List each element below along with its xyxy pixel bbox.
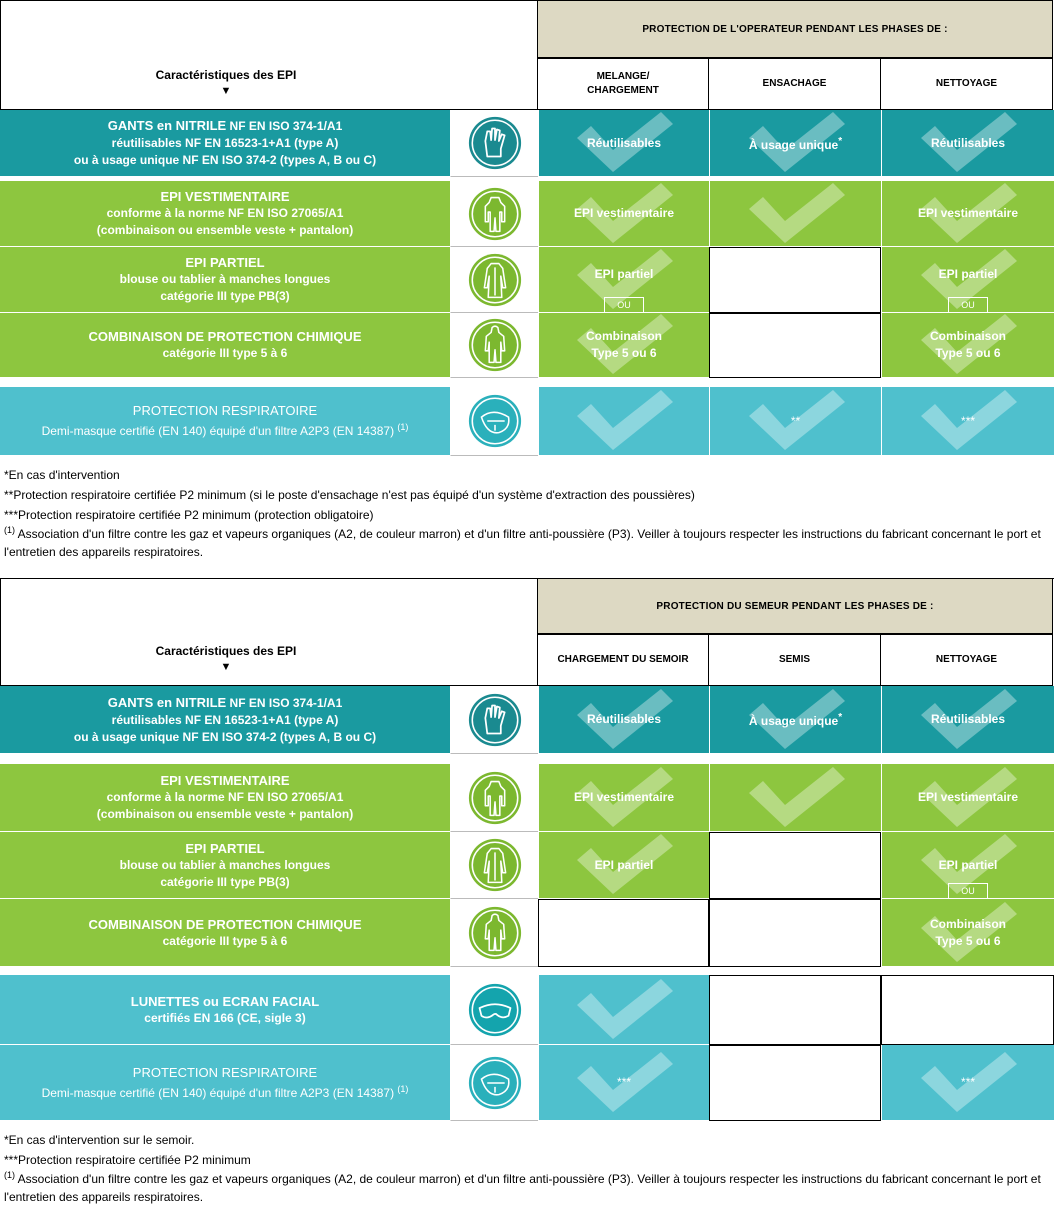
partial-cleaning-cell: EPI partiel OU (881, 832, 1054, 899)
section1-footnotes (4, 465, 1044, 561)
footnote: ***Protection respiratoire certifiée P2 minimum (protection obligatoire) (4, 508, 374, 522)
row-respiratory (0, 387, 1054, 456)
down-arrow-icon: ▼ (220, 661, 232, 673)
goggles-cleaning-cell (881, 975, 1054, 1045)
gloves-loading-cell: Réutilisables (538, 686, 709, 754)
gloves-title: GANTS en NITRILE (107, 118, 227, 133)
or-badge: OU (948, 297, 988, 313)
chemical-suit-label (0, 899, 450, 967)
partial-sowing-cell (709, 832, 881, 899)
phase-header-bagging: ENSACHAGE (708, 57, 881, 110)
footnote: *En cas d'intervention (4, 468, 120, 482)
row-partial (0, 832, 1054, 899)
section2-header (0, 579, 1054, 686)
phase-header-cleaning: NETTOYAGE (880, 633, 1053, 686)
down-arrow-icon: ▼ (220, 85, 232, 97)
or-badge: OU (604, 297, 644, 313)
gloves-norm: NF EN ISO 374-1/A1 (226, 119, 343, 133)
garment-title: EPI VESTIMENTAIRE (160, 773, 290, 788)
gloves-bagging-cell: À usage unique* (709, 110, 881, 177)
gloves-icon (450, 110, 538, 177)
respiratory-line2: Demi-masque certifié (EN 140) équipé d'un filtre A2P3 (EN 14387) (41, 424, 395, 438)
chemical-suit-title: COMBINAISON DE PROTECTION CHIMIQUE (88, 329, 362, 344)
gloves-line3: ou à usage unique NF EN ISO 374-2 (types A, B ou C) (73, 153, 377, 167)
phase-header-seeder-loading: CHARGEMENT DU SEMOIR (537, 633, 709, 686)
garment-line3: (combinaison ou ensemble veste + pantalon) (96, 223, 354, 237)
partial-title: EPI PARTIEL (185, 840, 265, 856)
partial-bagging-cell (709, 247, 881, 313)
gloves-norm: NF EN ISO 374-1/A1 (226, 695, 343, 710)
gloves-cleaning-cell: Réutilisables (881, 686, 1054, 754)
partial-line2: blouse ou tablier à manches longues (119, 857, 331, 872)
partial-line3: catégorie III type PB(3) (160, 874, 290, 889)
row-partial (0, 247, 1054, 313)
row-garment (0, 181, 1054, 247)
gloves-mixing-cell: Réutilisables (538, 110, 709, 177)
lab-coat-icon (450, 832, 538, 899)
garment-sowing-cell (709, 764, 881, 832)
row-gloves (0, 686, 1054, 754)
phase-band-title: PROTECTION DU SEMEUR PENDANT LES PHASES DE : (537, 579, 1053, 633)
gloves-label (0, 686, 450, 754)
or-badge: OU (948, 883, 988, 899)
coverall-icon (450, 764, 538, 832)
phase-header-cleaning: NETTOYAGE (880, 57, 1053, 110)
chemical-suit-title: COMBINAISON DE PROTECTION CHIMIQUE (88, 916, 362, 932)
gloves-line3: ou à usage unique NF EN ISO 374-2 (types A, B ou C) (73, 729, 377, 744)
gloves-label (0, 110, 450, 177)
chemical-suit-line2: catégorie III type 5 à 6 (162, 346, 288, 360)
footnote: $^{(1)}$ Association d'un filtre contre les gaz et vapeurs organiques (A2, de couleur marron) et d'un filtre anti-poussière (P3). Veiller à toujours respecter les instructions du fabricant concernant le port et l'entretien des appareils respiratoires. (4, 525, 1041, 559)
chemical-suit-sowing-cell (709, 899, 881, 967)
garment-title: EPI VESTIMENTAIRE (160, 189, 290, 204)
garment-label (0, 181, 450, 247)
gloves-title: GANTS en NITRILE (107, 694, 227, 710)
row-goggles (0, 975, 1054, 1045)
chemical-suit-icon (450, 313, 538, 378)
gloves-line2: réutilisables NF EN 16523-1+A1 (type A) (111, 712, 339, 727)
respiratory-line2: Demi-masque certifié (EN 140) équipé d'un filtre A2P3 (EN 14387) (41, 1085, 395, 1100)
garment-bagging-cell (709, 181, 881, 247)
chemical-suit-loading-cell (538, 899, 709, 967)
footnote: **Protection respiratoire certifiée P2 minimum (si le poste d'ensachage n'est pas équipé d'un système d'extraction des poussières) (4, 488, 695, 502)
phase-band-title: PROTECTION DE L'OPERATEUR PENDANT LES PHASES DE : (537, 0, 1053, 57)
chemical-suit-mixing-cell: Combinaison Type 5 ou 6 (538, 313, 709, 378)
partial-label (0, 247, 450, 313)
garment-line2: conforme à la norme NF EN ISO 27065/A1 (106, 206, 344, 220)
garment-loading-cell: EPI vestimentaire (538, 764, 709, 832)
row-chemical-suit (0, 899, 1054, 967)
partial-label (0, 832, 450, 899)
garment-line2: conforme à la norme NF EN ISO 27065/A1 (106, 790, 344, 804)
partial-mixing-cell: EPI partiel OU (538, 247, 709, 313)
garment-cleaning-cell: EPI vestimentaire (881, 764, 1054, 832)
phase-header-sowing: SEMIS (708, 633, 881, 686)
respiratory-cleaning-cell: *** (881, 1045, 1054, 1121)
goggles-title: LUNETTES ou ECRAN FACIAL (130, 993, 320, 1009)
footnote: ***Protection respiratoire certifiée P2 minimum (4, 1153, 251, 1167)
garment-cleaning-cell: EPI vestimentaire (881, 181, 1054, 247)
respiratory-cleaning-cell: *** (881, 387, 1054, 456)
section1-left-header (0, 0, 537, 110)
goggles-sowing-cell (709, 975, 881, 1045)
partial-title: EPI PARTIEL (185, 255, 265, 270)
epi-characteristics-title: Caractéristiques des EPI (155, 644, 297, 658)
phase-header-mixing: MELANGE/ CHARGEMENT (537, 57, 709, 110)
chemical-suit-cleaning-cell: Combinaison Type 5 ou 6 (881, 313, 1054, 378)
garment-line3: (combinaison ou ensemble veste + pantalon) (96, 807, 354, 821)
garment-label (0, 764, 450, 832)
respiratory-title: PROTECTION RESPIRATOIRE (132, 403, 318, 418)
respiratory-bagging-cell: ** (709, 387, 881, 456)
footnote: *En cas d'intervention sur le semoir. (4, 1133, 195, 1147)
chemical-suit-icon (450, 899, 538, 967)
gloves-cleaning-cell: Réutilisables (881, 110, 1054, 177)
respiratory-loading-cell: *** (538, 1045, 709, 1121)
respirator-mask-icon (450, 387, 538, 456)
partial-line3: catégorie III type PB(3) (160, 289, 290, 303)
section2-footnotes (4, 1130, 1044, 1206)
row-garment (0, 764, 1054, 832)
goggles-line2: certifiés EN 166 (CE, sigle 3) (144, 1010, 306, 1025)
chemical-suit-bagging-cell (709, 313, 881, 378)
chemical-suit-label (0, 313, 450, 378)
section2-left-header (0, 579, 537, 686)
partial-cleaning-cell: EPI partiel OU (881, 247, 1054, 313)
respiratory-title: PROTECTION RESPIRATOIRE (132, 1064, 318, 1080)
gloves-icon (450, 686, 538, 754)
epi-characteristics-title: Caractéristiques des EPI (155, 68, 297, 82)
garment-mixing-cell: EPI vestimentaire (538, 181, 709, 247)
respiratory-sowing-cell (709, 1045, 881, 1121)
lab-coat-icon (450, 247, 538, 313)
partial-line2: blouse ou tablier à manches longues (119, 272, 331, 286)
row-gloves (0, 110, 1054, 177)
respiratory-label: PROTECTION RESPIRATOIRE Demi-masque certifié (EN 140) équipé d'un filtre A2P3 (EN 14387) $^{(1)}$ (0, 1045, 450, 1121)
respiratory-label: PROTECTION RESPIRATOIRE Demi-masque certifié (EN 140) équipé d'un filtre A2P3 (EN 14387) $^{(1)}$ (0, 387, 450, 456)
partial-loading-cell: EPI partiel (538, 832, 709, 899)
safety-goggles-icon (450, 975, 538, 1045)
gloves-sowing-cell: À usage unique* (709, 686, 881, 754)
row-chemical-suit (0, 313, 1054, 378)
row-respiratory (0, 1045, 1054, 1121)
coverall-icon (450, 181, 538, 247)
chemical-suit-line2: catégorie III type 5 à 6 (162, 933, 288, 948)
goggles-label (0, 975, 450, 1045)
footnote: $^{(1)}$ Association d'un filtre contre les gaz et vapeurs organiques (A2, de couleur marron) et d'un filtre anti-poussière (P3). Veiller à toujours respecter les instructions du fabricant concernant le port et l'entretien des appareils respiratoires. (4, 1170, 1041, 1204)
respiratory-mixing-cell (538, 387, 709, 456)
section1-header (0, 0, 1054, 110)
goggles-loading-cell (538, 975, 709, 1045)
gloves-line2: réutilisables NF EN 16523-1+A1 (type A) (111, 136, 339, 150)
chemical-suit-cleaning-cell: Combinaison Type 5 ou 6 (881, 899, 1054, 967)
respirator-mask-icon (450, 1045, 538, 1121)
